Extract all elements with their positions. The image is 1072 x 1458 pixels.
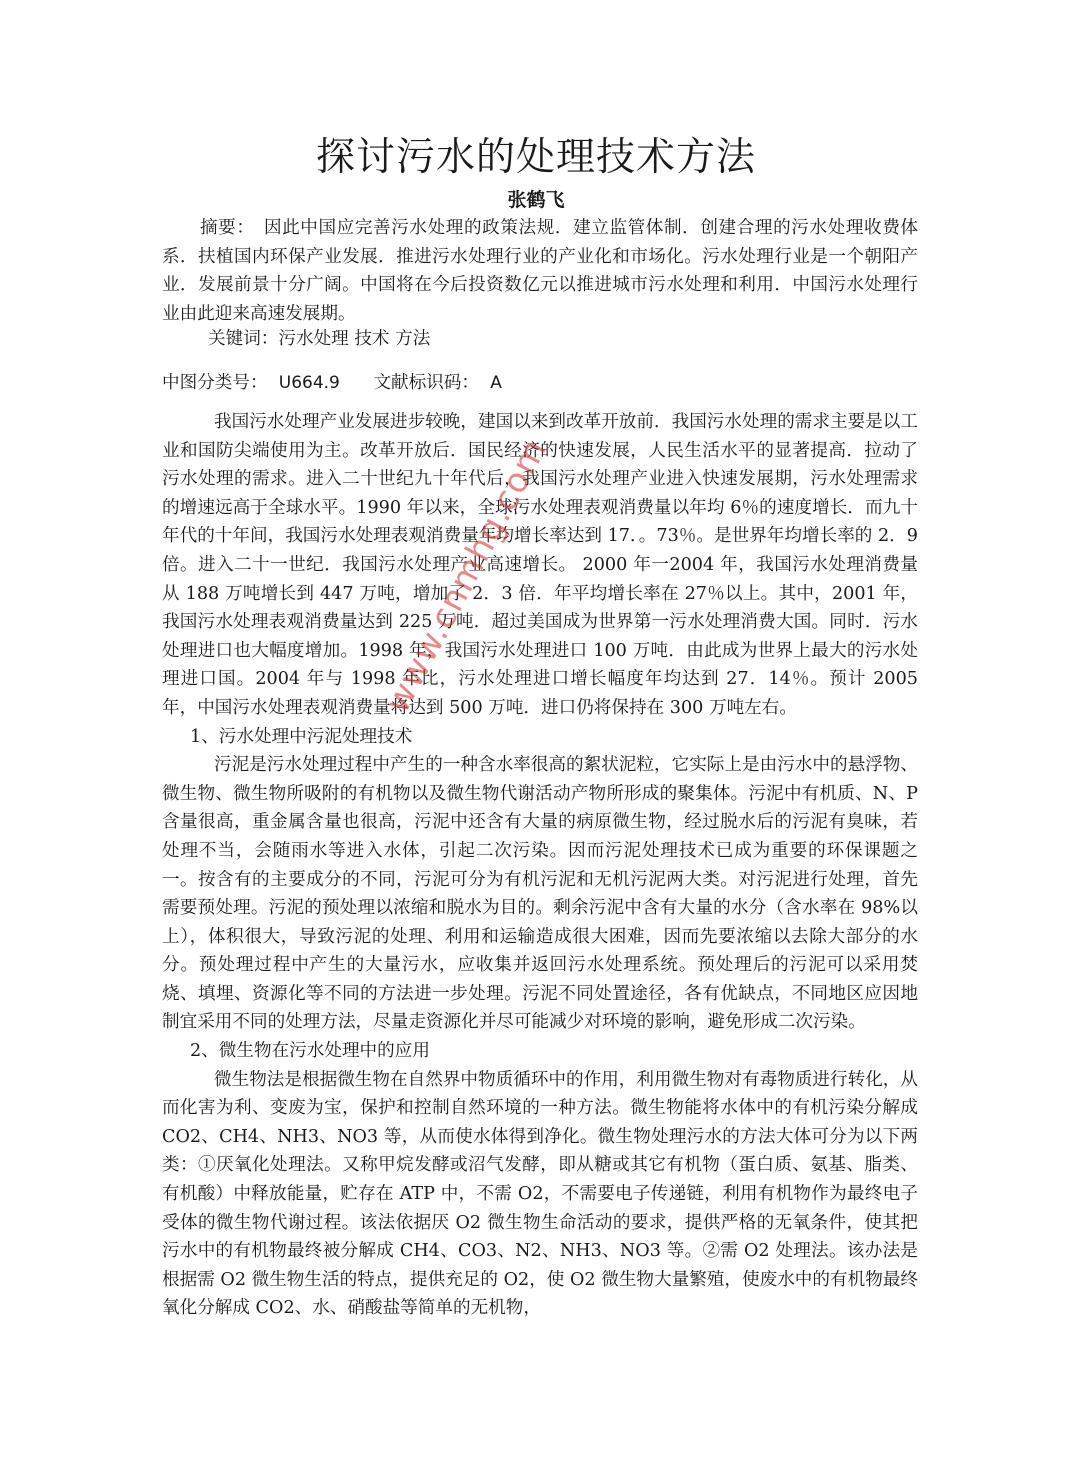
section1-paragraph: 污泥是污水处理过程中产生的一种含水率很高的絮状泥粒，它实际上是由污水中的悬浮物、微生物、微生物所吸附的有机物以及微生物代谢活动产物所形成的聚集体。污泥中有机质、N、P 含量很高，重金属含量也很高，污泥中还含有大量的病原微生物，经过脱水后的污泥有臭味，若处理不当，会随雨水等进入水体，引起二次污染。因而污泥处理技术已成为重要的环保课题之一。按含有的主要成分的不同，污泥可分为有机污泥和无机污泥两大类。对污泥进行处理，首先需要预处理。污泥的预处理以浓缩和脱水为目的。剩余污泥中含有大量的水分（含水率在 98%以上），体积很大，导致污泥的处理、利用和运输造成很大困难，因而先要浓缩以去除大部分的水分。预处理过程中产生的大量污水，应收集并返回污水处理系统。预处理后的污泥可以采用焚烧、填埋、资源化等不同的方法进一步处理。污泥不同处置途径，各有优缺点，不同地区应因地制宜采用不同的处理方法，尽量走资源化并尽可能减少对环境的影响，避免形成二次污染。: [162, 755, 918, 1033]
keywords: 关键词：污水处理 技术 方法: [208, 329, 431, 349]
doc-code-label: 文献标识码：: [373, 373, 480, 393]
classification-label: 中图分类号：: [162, 373, 268, 393]
paper-title: 探讨污水的处理技术方法: [315, 135, 756, 180]
intro-paragraph: 我国污水处理产业发展进步较晚，建国以来到改革开放前．我国污水处理的需求主要是以工业和国防尖端使用为主。改革开放后．国民经济的快速发展，人民生活水平的显著提高．拉动了污水处理的需求。进入二十世纪九十年代后，我国污水处理产业进入快速发展期，污水处理需求的增速远高于全球水平。1990 年以来，全球污水处理表观消费量以年均 6％的速度增长．而九十年代的十年间，我国污水处理表观消费量年均增长率达到 17．。73％。是世界年均增长率的 2．9 倍。进入二十一世纪．我国污水处理产业高速增长。 2000 年一2004 年，我国污水处理消费量从 188 万吨增长到 447 万吨，增加了 2．3 倍．年平均增长率在 27％以上。其中，2001 年，我国污水处理表观消费量达到 225 万吨．超过美国成为世界第一污水处理消费大国。同时．污水处理进口也大幅度增加。1998 年，我国污水处理进口 100 万吨．由此成为世界上最大的污水处理进口国。2004 年与 1998 年比，污水处理进口增长幅度年均达到 27．14％。预计 2005 年，中国污水处理表观消费量将达到 500 万吨．进口仍将保持在 300 万吨左右。: [162, 412, 918, 718]
abstract: 摘要： 因此中国应完善污水处理的政策法规．建立监管体制．创建合理的污水处理收费体系．扶植国内环保产业发展．推进污水处理行业的产业化和市场化。污水处理行业是一个朝阳产业．发展前景十分广阔。中国将在今后投资数亿元以推进城市污水处理和利用．中国污水处理行业由此迎来高速发展期。: [162, 218, 918, 324]
classification-line: [162, 369, 502, 397]
classification-value: U664.9: [278, 373, 340, 393]
section2-heading: 2、微生物在污水处理中的应用: [190, 1041, 430, 1062]
section1-heading: 1、污水处理中污泥处理技术: [190, 726, 413, 747]
body-text: [162, 408, 918, 1323]
section2-paragraph: 微生物法是根据微生物在自然界中物质循环中的作用，利用微生物对有毒物质进行转化，从而化害为利、变废为宝，保护和控制自然环境的一种方法。微生物能将水体中的有机污染分解成 CO2、CH4、NH3、NO3 等，从而使水体得到净化。微生物处理污水的方法大体可分为以下两类：①厌氧化处理法。又称甲烷发酵或沼气发酵，即从糖或其它有机物（蛋白质、氨基、脂类、有机酸）中释放能量，贮存在 ATP 中，不需 O2，不需要电子传递链，利用有机物作为最终电子受体的微生物代谢过程。该法依据厌 O2 微生物生命活动的要求，提供严格的无氧条件，使其把污水中的有机物最终被分解成 CH4、CO3、N2、NH3、NO3 等。②需 O2 处理法。该办法是根据需 O2 微生物生活的特点，提供充足的 O2，使 O2 微生物大量繁殖，使废水中的有机物最终氧化分解成 CO2、水、硝酸盐等简单的无机物，: [162, 1069, 918, 1319]
doc-code-value: A: [490, 373, 502, 393]
watermark-text: www.cnmhg.com: [377, 432, 556, 720]
author-name: 张鹤飞: [507, 189, 565, 211]
